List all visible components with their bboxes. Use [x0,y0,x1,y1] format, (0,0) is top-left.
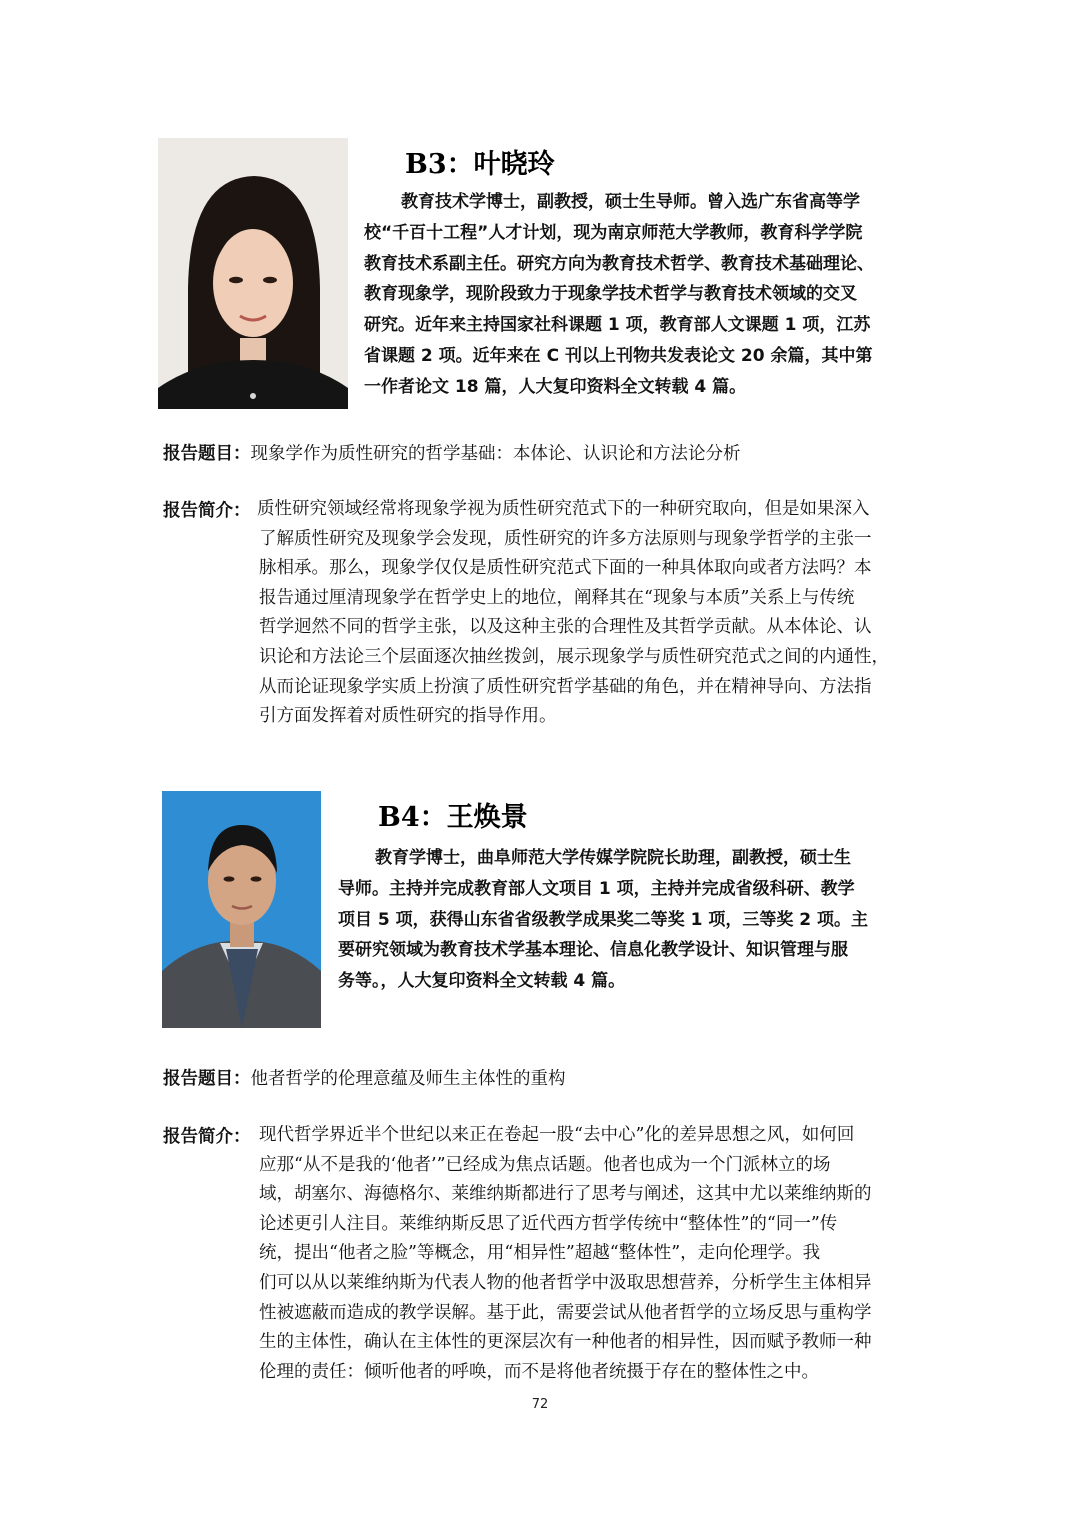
report-title-label: 报告题目： [163,1069,251,1089]
summary-b3 [259,495,889,732]
summary-line: 们可以从以莱维纳斯为代表人物的他者哲学中汲取思想营养，分析学生主体相异 [259,1272,872,1293]
bio-line: 校“千百十工程”人才计划，现为南京师范大学教师，教育科学学院 [364,222,863,243]
summary-line: 质性研究领域经常将现象学视为质性研究范式下的一种研究取向，但是如果深入 [257,499,870,519]
bio-line: 教育学博士，曲阜师范大学传媒学院院长助理，副教授，硕士生 [375,848,851,868]
summary-line: 识论和方法论三个层面逐次抽丝拨剑，展示现象学与质性研究范式之间的内通性， [259,646,889,667]
summary-line: 报告通过厘清现象学在哲学史上的地位，阐释其在“现象与本质”关系上与传统 [259,587,855,608]
bio-line: 教育现象学，现阶段致力于现象学技术哲学与教育技术领域的交叉 [364,284,857,305]
summary-line: 从而论证现象学实质上扮演了质性研究哲学基础的角色，并在精神导向、方法指 [259,676,872,697]
bio-line: 教育技术系副主任。研究方向为教育技术哲学、教育技术基础理论、 [364,253,874,274]
bio-line: 导师。主持并完成教育部人文项目 1 项，主持并完成省级科研、教学 [338,878,855,899]
summary-line: 统，提出“他者之脸”等概念，用“相异性”超越“整体性”，走向伦理学。我 [259,1243,821,1264]
speaker-bio-b3 [364,187,874,403]
summary-line: 生的主体性，确认在主体性的更深层次有一种他者的相异性，因而赋予教师一种 [259,1332,872,1353]
report-title-label: 报告题目： [163,444,251,464]
summary-line: 性被遮蔽而造成的教学误解。基于此，需要尝试从他者哲学的立场反思与重构学 [259,1302,872,1323]
speaker-photo-b4 [162,791,321,1028]
summary-label-b4: 报告简介： [163,1127,251,1147]
summary-b4 [259,1121,872,1387]
summary-line: 哲学迥然不同的哲学主张，以及这种主张的合理性及其哲学贡献。从本体论、认 [259,617,872,638]
summary-line: 域，胡塞尔、海德格尔、莱维纳斯都进行了思考与阐述，这其中尤以莱维纳斯的 [259,1184,872,1205]
report-title-b3 [163,440,741,465]
bio-line: 要研究领域为教育技术学基本理论、信息化教学设计、知识管理与服 [338,940,848,961]
bio-line: 省课题 2 项。近年来在 C 刊以上刊物共发表论文 20 余篇，其中第 [364,345,873,366]
bio-line: 务等。，人大复印资料全文转载 4 篇。 [338,971,626,992]
bio-line: 一作者论文 18 篇，人大复印资料全文转载 4 篇。 [364,376,747,397]
summary-line: 引方面发挥着对质性研究的指导作用。 [259,706,557,727]
summary-line: 应那“从不是我的‘他者’”已经成为焦点话题。他者也成为一个门派林立的场 [259,1154,831,1175]
bio-line: 教育技术学博士，副教授，硕士生导师。曾入选广东省高等学 [401,192,860,212]
bio-line: 项目 5 项，获得山东省省级教学成果奖二等奖 1 项，三等奖 2 项。主 [338,909,868,930]
summary-line: 了解质性研究及现象学会发现，质性研究的许多方法原则与现象学哲学的主张一 [259,528,872,549]
report-title-text: 他者哲学的伦理意蕴及师生主体性的重构 [250,1069,566,1089]
speaker-name-b4: B4：王焕景 [378,802,528,833]
summary-line: 论述更引人注目。莱维纳斯反思了近代西方哲学传统中“整体性”的“同一”传 [259,1213,838,1234]
report-title-b4 [163,1065,566,1090]
speaker-name-b3: B3：叶晓玲 [405,149,555,180]
speaker-photo-b3 [158,138,348,409]
speaker-bio-b4 [338,843,868,997]
report-title-text: 现象学作为质性研究的哲学基础：本体论、认识论和方法论分析 [250,444,741,464]
summary-label-b3: 报告简介： [163,501,251,521]
summary-line: 脉相承。那么，现象学仅仅是质性研究范式下面的一种具体取向或者方法吗？本 [259,558,872,579]
bio-line: 研究。近年来主持国家社科课题 1 项，教育部人文课题 1 项，江苏 [364,315,871,336]
summary-line: 现代哲学界近半个世纪以来正在卷起一股“去中心”化的差异思想之风，如何回 [259,1125,855,1145]
summary-line: 伦理的责任：倾听他者的呼唤，而不是将他者统摄于存在的整体性之中。 [259,1361,819,1382]
page-number: 72 [531,1397,549,1412]
